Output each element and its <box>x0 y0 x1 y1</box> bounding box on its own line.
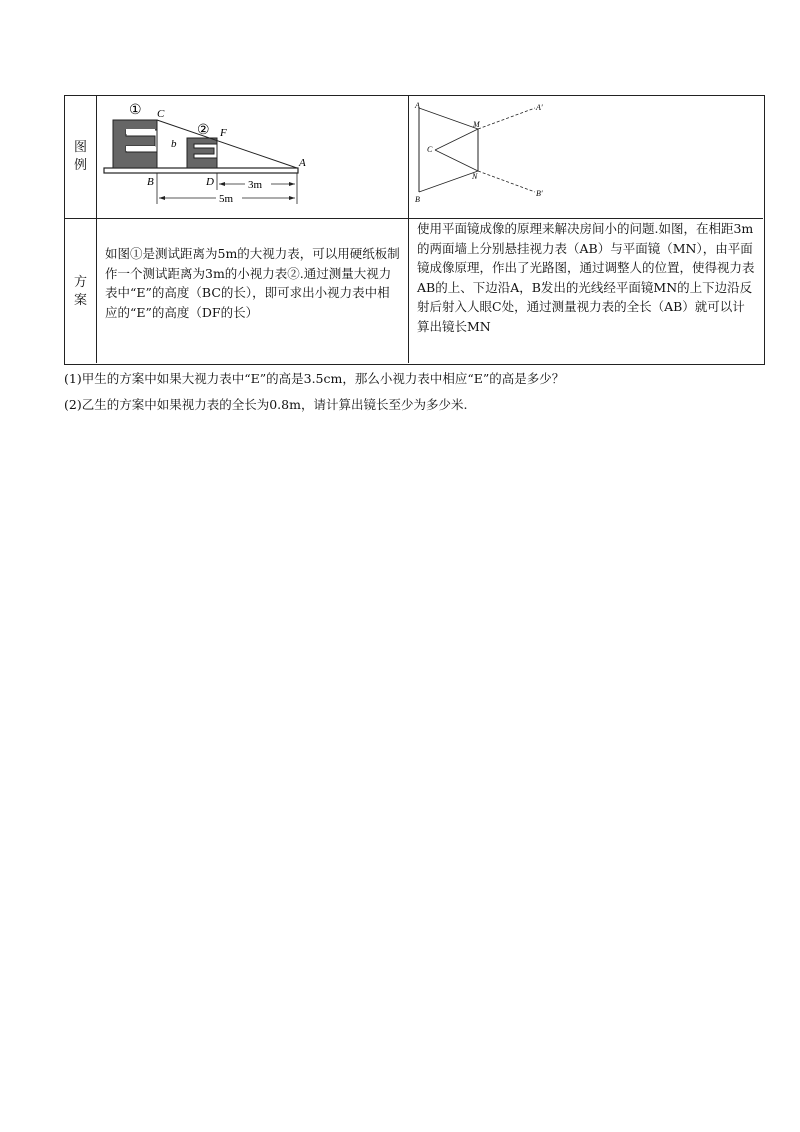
scheme-table <box>64 95 765 365</box>
point-B-prime-label: B′ <box>536 189 543 198</box>
eye-chart-figure <box>101 100 311 210</box>
point-C-label: C <box>157 108 165 120</box>
row-header-figure: 图例 <box>73 140 87 173</box>
dimension-5m: 5m <box>219 193 234 205</box>
point-B-label: B <box>415 195 420 204</box>
point-C-label: C <box>427 145 433 154</box>
b-label: b <box>171 138 177 150</box>
question-1: (1)甲生的方案中如果大视力表中“E”的高是3.5cm，那么小视力表中相应“E”的高是多少？ <box>64 371 565 386</box>
dimension-3m: 3m <box>248 179 263 191</box>
mirror-light-path-figure <box>413 100 593 210</box>
point-A-label: A <box>415 101 420 110</box>
row-header-plan: 方案 <box>73 274 87 308</box>
point-B-label: B <box>147 176 154 188</box>
plan-right-text: 使用平面镜成像的原理来解决房间小的问题.如图，在相距3m的两面墙上分别悬挂视力表（AB）与平面镜（MN），由平面镜成像原理，作出了光路图，通过调整人的位置，使得视力表AB的上、下边沿A，B发出的光线经平面镜MN的上下边沿反射后射入人眼C处，通过测量视力表的全长（AB）就可以计算出镜长MN <box>417 221 755 334</box>
circle-1-label: ① <box>129 103 142 118</box>
point-M-label: M <box>473 120 480 129</box>
circle-2-label: ② <box>197 123 210 138</box>
point-D-label: D <box>206 176 214 188</box>
table-divider <box>96 96 97 363</box>
point-A-label: A <box>299 157 306 169</box>
point-A-prime-label: A′ <box>536 103 543 112</box>
plan-left-text: 如图①是测试距离为5m的大视力表，可以用硬纸板制作一个测试距离为3m的小视力表②.通过测量大视力表中“E”的高度（BC的长），即可求出小视力表中相应的“E”的高度（DF的长） <box>105 246 400 320</box>
point-F-label: F <box>220 127 227 139</box>
table-divider <box>408 96 409 363</box>
point-N-label: N <box>472 172 478 181</box>
question-2: (2)乙生的方案中如果视力表的全长为0.8m，请计算出镜长至少为多少米. <box>64 397 468 412</box>
